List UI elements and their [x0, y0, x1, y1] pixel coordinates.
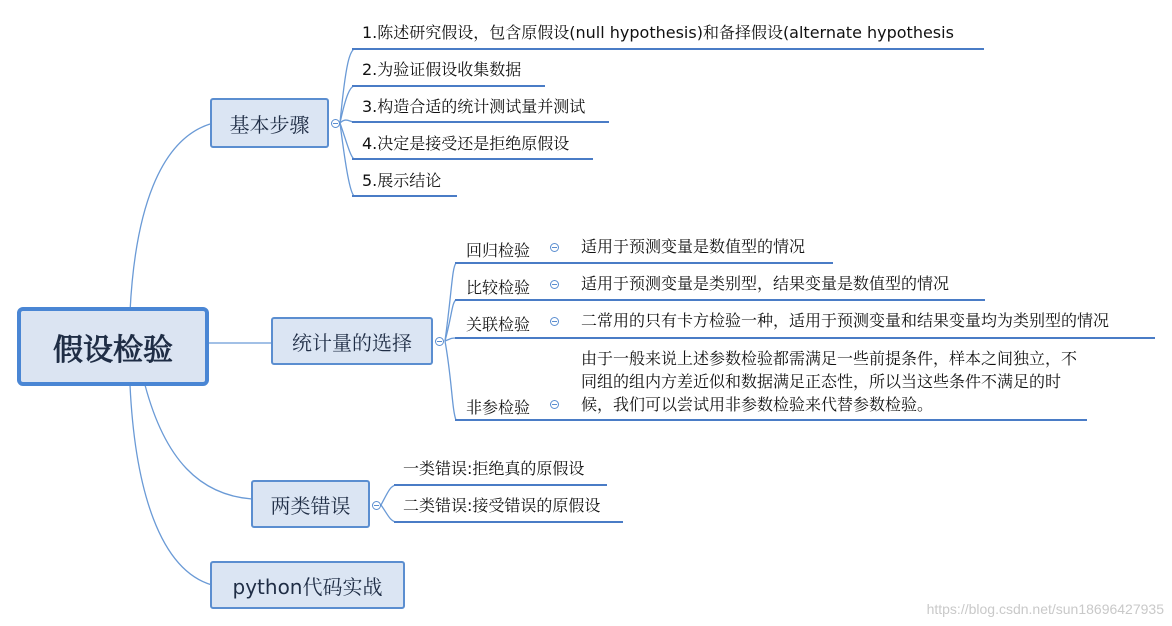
- test-desc-comparison: 适用于预测变量是类别型，结果变量是数值型的情况: [581, 274, 950, 293]
- test-type-nonparametric[interactable]: 非参检验: [466, 398, 531, 417]
- test-desc-nonparametric: 由于一般来说上述参数检验都需满足一些前提条件，样本之间独立，不同组的组内方差近似和数据满足正态性，所以当这些条件不满足的时候，我们可以尝试用非参数检验来代替参数检验。: [581, 349, 1078, 414]
- branch-basic-steps[interactable]: [210, 98, 329, 148]
- branch-statistic-choice-label: 统计量的选择: [292, 330, 412, 355]
- test-underline: [455, 262, 833, 264]
- test-desc-association: 二常用的只有卡方检验一种，适用于预测变量和结果变量均为类别型的情况: [581, 311, 1110, 330]
- branch-python-practice[interactable]: [210, 561, 405, 609]
- collapse-icon[interactable]: [550, 317, 559, 326]
- collapse-icon[interactable]: [331, 119, 340, 128]
- test-underline: [455, 419, 1087, 421]
- root-node[interactable]: [17, 307, 209, 386]
- error-type-1: 一类错误:拒绝真的原假设: [403, 459, 585, 478]
- test-type-association[interactable]: 关联检验: [466, 315, 531, 334]
- step-underline: [352, 195, 457, 197]
- branch-statistic-choice[interactable]: [271, 317, 433, 365]
- test-type-comparison[interactable]: 比较检验: [466, 278, 531, 297]
- step-item-4: 4.决定是接受还是拒绝原假设: [362, 134, 570, 153]
- test-underline: [455, 299, 985, 301]
- test-desc-regression: 适用于预测变量是数值型的情况: [581, 237, 806, 256]
- step-underline: [352, 48, 984, 50]
- branch-basic-steps-label: 基本步骤: [229, 112, 310, 137]
- error-type-2: 二类错误:接受错误的原假设: [403, 496, 601, 515]
- collapse-icon[interactable]: [550, 243, 559, 252]
- root-label: 假设检验: [53, 332, 173, 368]
- error-underline: [394, 521, 623, 523]
- branch-two-error-types[interactable]: [251, 480, 370, 528]
- collapse-icon[interactable]: [550, 280, 559, 289]
- collapse-icon[interactable]: [435, 337, 444, 346]
- watermark: https://blog.csdn.net/sun18696427935: [926, 601, 1164, 617]
- error-underline: [394, 484, 607, 486]
- step-item-2: 2.为验证假设收集数据: [362, 60, 522, 79]
- step-underline: [352, 85, 545, 87]
- step-underline: [352, 158, 593, 160]
- collapse-icon[interactable]: [372, 501, 381, 510]
- step-item-3: 3.构造合适的统计测试量并测试: [362, 97, 586, 116]
- step-underline: [352, 121, 609, 123]
- test-underline: [455, 337, 1155, 339]
- step-item-1: 1.陈述研究假设，包含原假设(null hypothesis)和备择假设(alternate hypothesis: [362, 23, 954, 42]
- branch-two-error-types-label: 两类错误: [270, 493, 351, 518]
- test-type-regression[interactable]: 回归检验: [466, 241, 531, 260]
- collapse-icon[interactable]: [550, 400, 559, 409]
- step-item-5: 5.展示结论: [362, 171, 442, 190]
- branch-python-practice-label: python代码实战: [232, 574, 383, 599]
